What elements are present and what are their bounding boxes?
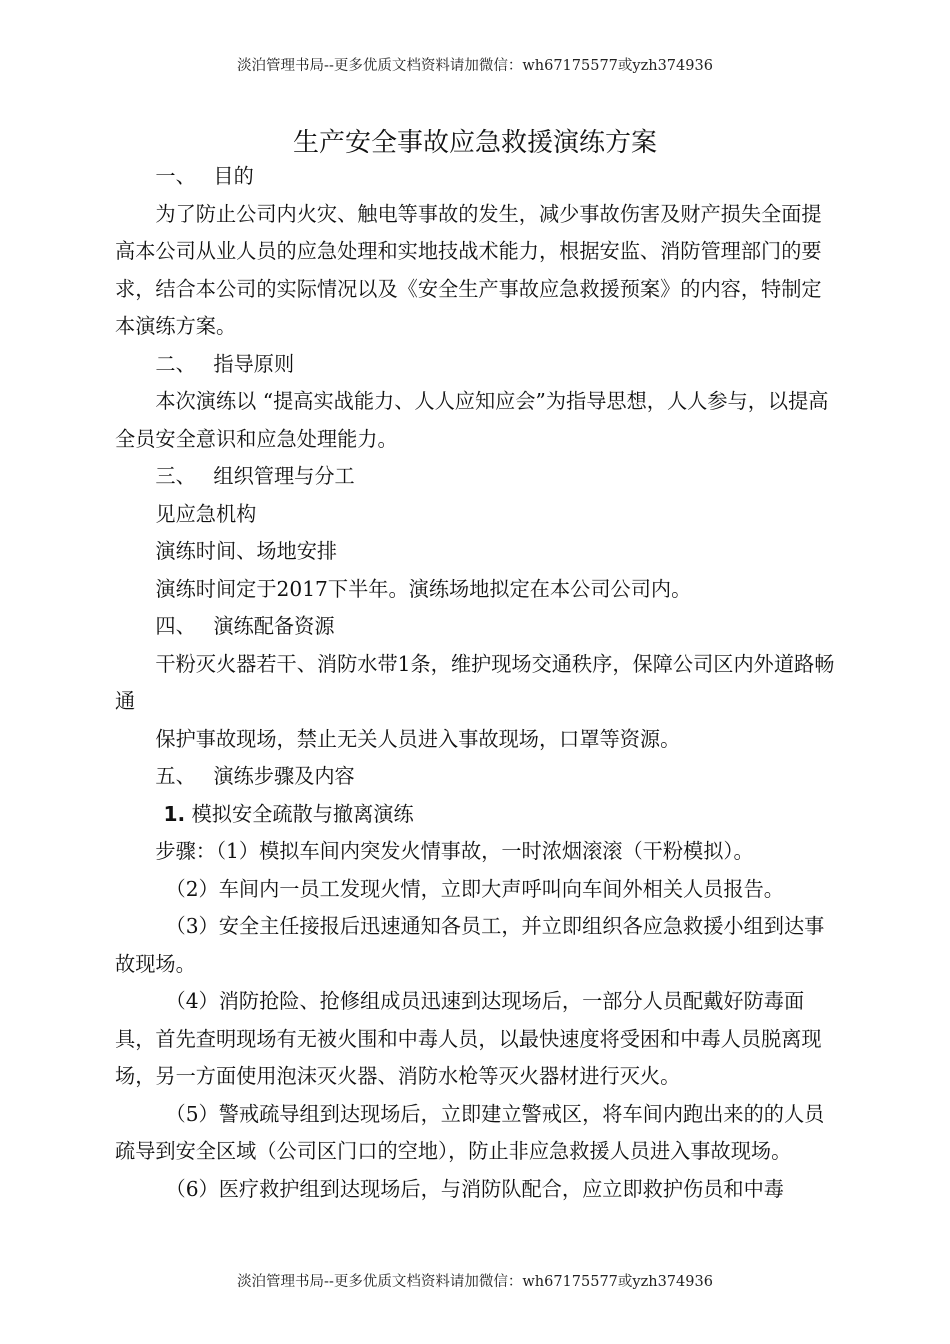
section-heading-5: [115, 758, 837, 796]
section-title: 指导原则: [213, 351, 295, 376]
step-paragraph: （5）警戒疏导组到达现场后，立即建立警戒区，将车间内跑出来的的人员疏导到安全区域（公司区门口的空地），防止非应急救援人员进入事故现场。: [115, 1101, 825, 1163]
step-paragraph: （2）车间内一员工发现火情，立即大声呼叫向车间外相关人员报告。: [165, 876, 784, 901]
section-number: 四、: [155, 614, 196, 638]
paragraph: 干粉灭火器若干、消防水带1条，维护现场交通秩序，保障公司区内外道路畅通: [115, 651, 835, 713]
paragraph: 演练时间、场地安排: [155, 539, 338, 563]
section-title: 演练步骤及内容: [213, 764, 355, 788]
section-heading-1: [115, 158, 837, 196]
section-heading-2: [115, 346, 837, 384]
section-title: 组织管理与分工: [213, 464, 355, 488]
paragraph: 保护事故现场，禁止无关人员进入事故现场，口罩等资源。: [155, 726, 681, 751]
paragraph: 本次演练以 “提高实战能力、人人应知应会”为指导思想，人人参与，以提高全员安全意识和应急处理能力。: [115, 389, 829, 451]
section-number: 一、: [155, 164, 196, 188]
step-paragraph: （6）医疗救护组到达现场后，与消防队配合，应立即救护伤员和中毒: [165, 1176, 784, 1201]
section-number: 三、: [155, 464, 196, 488]
section-number: 二、: [155, 351, 196, 376]
subsection-number: 1.: [163, 801, 186, 826]
subsection-heading: [115, 796, 837, 834]
page-header: 淡泊管理书局--更多优质文档资料请加微信：wh67175577或yzh374936: [237, 58, 713, 74]
step-paragraph: 步骤：（1）模拟车间内突发火情事故，一时浓烟滚滚（干粉模拟）。: [155, 839, 754, 863]
step-paragraph: （3）安全主任接报后迅速通知各员工，并立即组织各应急救援小组到达事故现场。: [115, 914, 825, 976]
section-heading-4: [115, 608, 837, 646]
section-title: 目的: [213, 164, 254, 188]
section-number: 五、: [155, 764, 196, 788]
paragraph: 为了防止公司内火灾、触电等事故的发生，减少事故伤害及财产损失全面提高本公司从业人员的应急处理和实地技战术能力，根据安监、消防管理部门的要求，结合本公司的实际情况以及《安全生产事故应急救援预案》的内容，特制定本演练方案。: [115, 201, 822, 338]
paragraph: 见应急机构: [155, 501, 257, 526]
subsection-title: 模拟安全疏散与撤离演练: [191, 801, 414, 826]
document-title: 生产安全事故应急救援演练方案: [292, 128, 657, 158]
section-heading-3: [115, 458, 837, 496]
step-paragraph: （4）消防抢险、抢修组成员迅速到达现场后，一部分人员配戴好防毒面具，首先查明现场有无被火围和中毒人员，以最快速度将受困和中毒人员脱离现场，另一方面使用泡沫灭火器、消防水枪等灭火器材进行灭火。: [115, 989, 822, 1088]
document-body: [115, 158, 837, 1208]
page-footer: 淡泊管理书局--更多优质文档资料请加微信：wh67175577或yzh374936: [237, 1274, 713, 1290]
section-title: 演练配备资源: [213, 614, 335, 638]
paragraph: 演练时间定于2017下半年。演练场地拟定在本公司公司内。: [155, 576, 692, 601]
